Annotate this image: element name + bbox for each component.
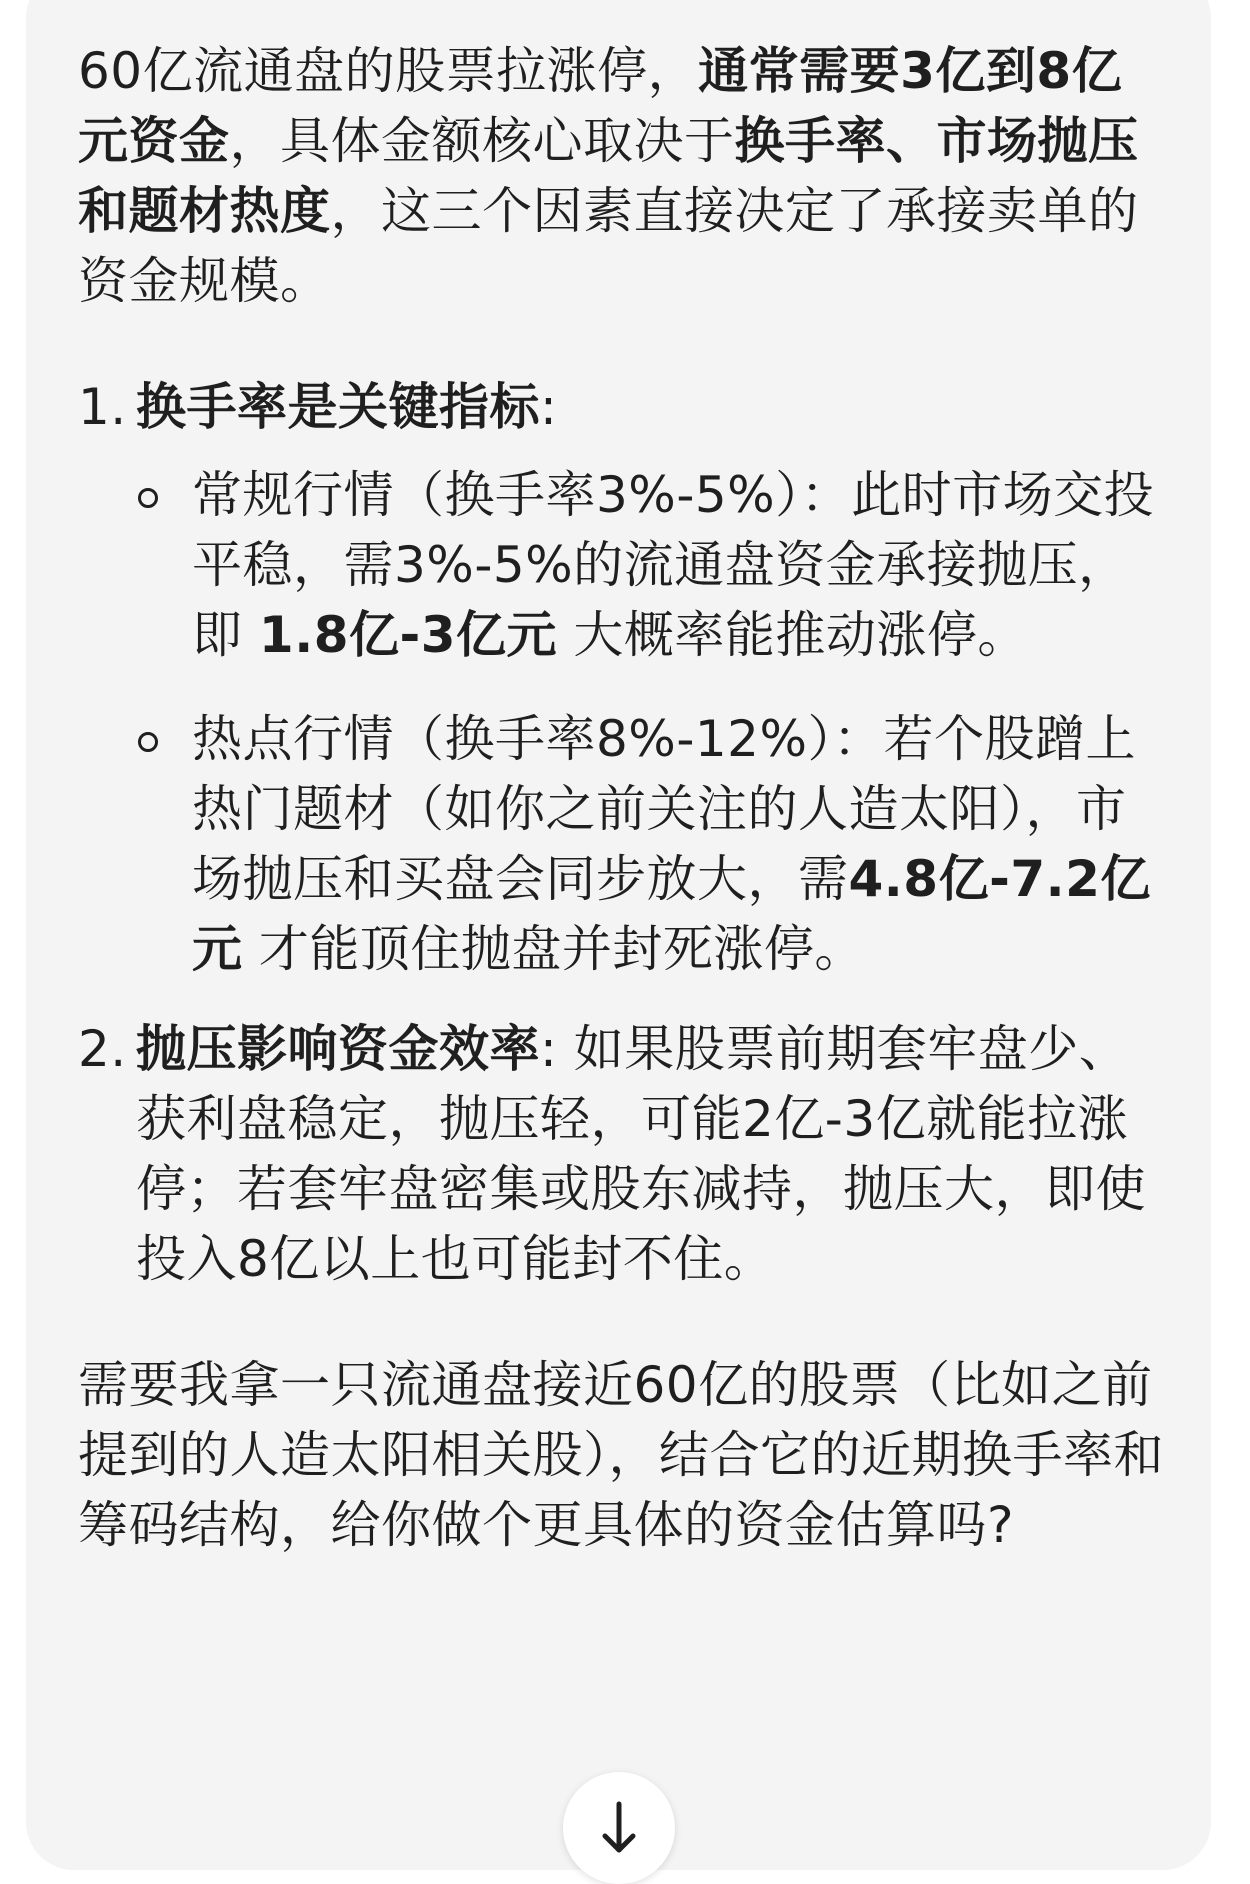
list-item-2-title: 抛压影响资金效率 (136, 1020, 540, 1078)
list-item-2-text (136, 1014, 1168, 1294)
list-number-1: 1. (78, 378, 127, 436)
sub-item-1-text-1: 常规行情（换手率3%-5%）：此时市场交投平稳，需3%-5%的流通盘资金承接抛压，即 (192, 466, 1155, 664)
sub-item-2-text-2: 才能顶住抛盘并封死涨停。 (242, 920, 865, 978)
intro-paragraph (78, 36, 1168, 316)
intro-bold-1: 通常需要3亿到8亿元资金 (78, 42, 1123, 170)
bullet-circle-icon (138, 732, 158, 752)
bullet-circle-icon (138, 488, 158, 508)
intro-bold-2: 换手率、市场抛压和题材热度 (78, 112, 1139, 240)
list-item-2-colon: : (540, 1020, 574, 1078)
intro-text-3: ，这三个因素直接决定了承接卖单的资金规模。 (78, 182, 1139, 310)
sub-list (136, 460, 1168, 984)
arrow-down-icon (601, 1800, 637, 1860)
list-item-1 (78, 372, 1168, 984)
sub-item-2-bold: 4.8亿-7.2亿元 (192, 850, 1151, 978)
sub-item-1-text-2: 大概率能推动涨停。 (557, 606, 1028, 664)
list-item-2 (78, 1014, 1168, 1294)
assistant-message-content (78, 36, 1168, 1560)
sub-list-item-2 (136, 704, 1168, 984)
scroll-to-bottom-button[interactable] (563, 1772, 675, 1884)
sub-item-2-text-1: 热点行情（换手率8%-12%）：若个股蹭上热门题材（如你之前关注的人造太阳），市场抛压和买盘会同步放大，需 (192, 710, 1136, 908)
list-number-2: 2. (78, 1020, 127, 1078)
sub-item-1-bold: 1.8亿-3亿元 (258, 606, 558, 664)
list-item-1-heading (136, 372, 1168, 442)
intro-text-1: 60亿流通盘的股票拉涨停， (78, 42, 699, 100)
outro-paragraph: 需要我拿一只流通盘接近60亿的股票（比如之前提到的人造太阳相关股），结合它的近期换手率和筹码结构，给你做个更具体的资金估算吗? (78, 1356, 1164, 1554)
list-item-1-colon: : (540, 378, 558, 436)
list-item-2-body: 如果股票前期套牢盘少、获利盘稳定，抛压轻，可能2亿-3亿就能拉涨停；若套牢盘密集或股东减持，抛压大，即使投入8亿以上也可能封不住。 (136, 1020, 1146, 1288)
list-item-1-title: 换手率是关键指标 (136, 378, 540, 436)
sub-list-item-1-text (192, 460, 1168, 670)
sub-list-item-2-text (192, 704, 1168, 984)
sub-list-item-1 (136, 460, 1168, 670)
intro-text-2: ，具体金额核心取决于 (229, 112, 735, 170)
